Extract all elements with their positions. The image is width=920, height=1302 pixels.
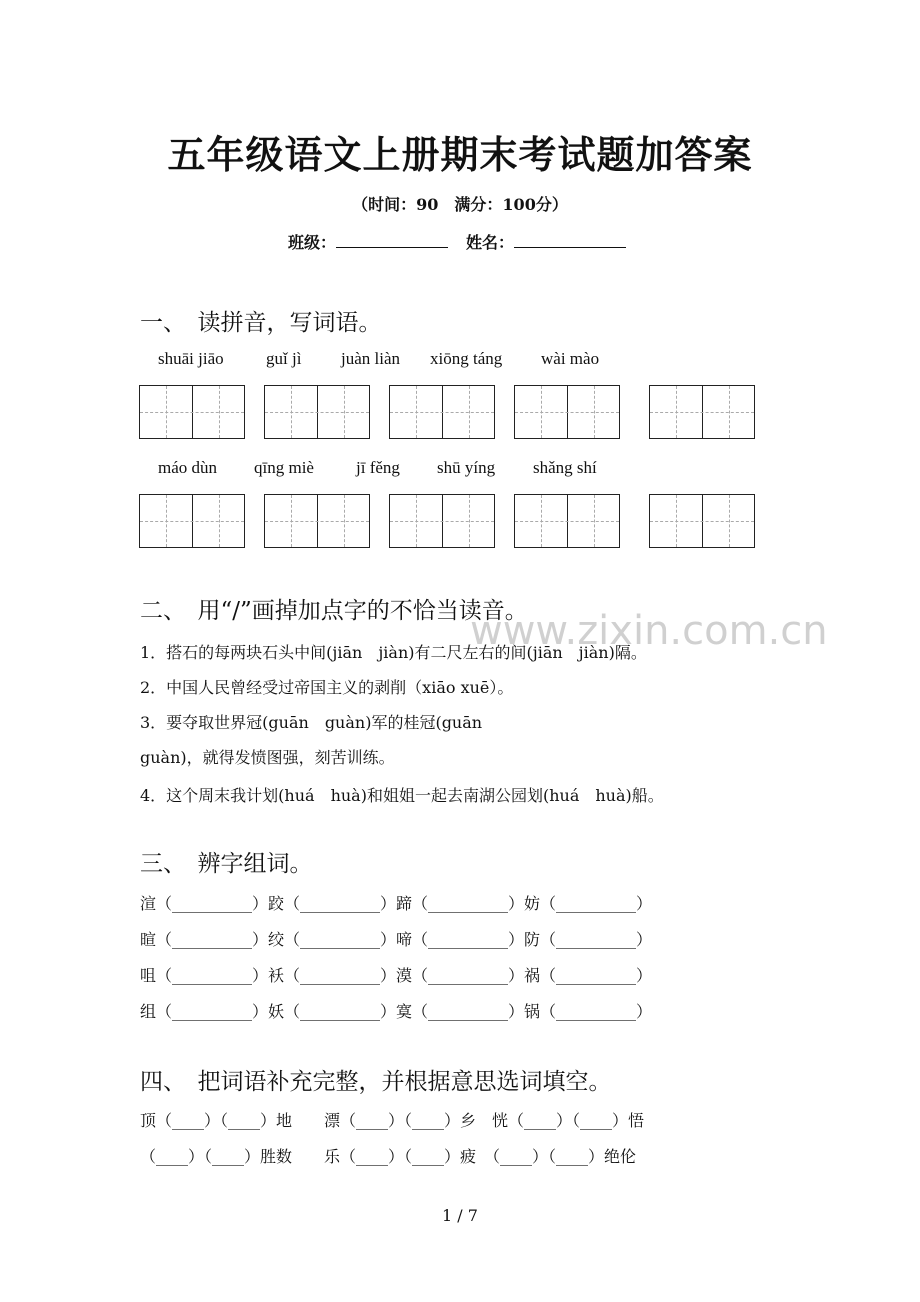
pinyin: qīng miè [254, 458, 314, 477]
pinyin: juàn liàn [341, 349, 401, 368]
writing-grid[interactable] [514, 385, 620, 439]
class-field [288, 230, 448, 253]
section-1-heading: 一、 读拼音，写词语。 [140, 310, 382, 336]
pinyin: xiōng táng [430, 349, 503, 368]
pinyin: máo dùn [158, 458, 218, 477]
question-line: 3．要夺取世界冠(guān guàn)军的桂冠(guān [140, 713, 483, 732]
word-row: 渲（__________）跤（__________）蹄（__________）妨（__________） [140, 894, 653, 913]
exam-info: （时间：90 满分：100分） [352, 195, 568, 214]
writing-grid[interactable] [649, 385, 755, 439]
section-4-heading: 四、 把词语补充完整，并根据意思选词填空。 [140, 1069, 612, 1095]
pinyin: shuāi jiāo [158, 349, 224, 368]
writing-grid[interactable] [514, 494, 620, 548]
section-2-heading: 二、 用“/”画掉加点字的不恰当读音。 [140, 598, 528, 624]
question-line: guàn)，就得发愤图强，刻苦训练。 [140, 748, 395, 767]
class-label: 班级： [288, 233, 337, 252]
pinyin: shū yíng [437, 458, 496, 477]
question-line: 1．搭石的每两块石头中间(jiān jiàn)有二尺左右的间(jiān jiàn)隔。 [140, 643, 647, 662]
question-line: 2．中国人民曾经受过帝国主义的剥削（xiāo xuē）。 [140, 678, 514, 697]
idiom-row: （____）（____）胜数 乐（____）（____）疲 （____）（____）绝伦 [140, 1147, 637, 1166]
section-3-heading: 三、 辨字组词。 [140, 851, 313, 877]
name-label: 姓名： [466, 233, 515, 252]
writing-grid[interactable] [139, 385, 245, 439]
idiom-row: 顶（____）（____）地 漂（____）（____）乡 恍（____）（____）悟 [140, 1111, 645, 1130]
word-row: 暄（__________）绞（__________）啼（__________）防（__________） [140, 930, 653, 949]
pinyin: jī fěng [356, 458, 400, 477]
name-blank[interactable] [514, 233, 626, 248]
page-number: 1 / 7 [442, 1206, 478, 1225]
class-blank[interactable] [336, 233, 448, 248]
writing-grid[interactable] [389, 385, 495, 439]
writing-grid[interactable] [264, 494, 370, 548]
name-field [466, 230, 626, 253]
writing-grid[interactable] [264, 385, 370, 439]
word-row: 组（__________）妖（__________）寞（__________）锅（__________） [140, 1002, 653, 1021]
question-line: 4．这个周末我计划(huá huà)和姐姐一起去南湖公园划(huá huà)船。 [140, 786, 664, 805]
pinyin: shǎng shí [533, 458, 597, 477]
page-title: 五年级语文上册期末考试题加答案 [167, 132, 753, 177]
writing-grid[interactable] [389, 494, 495, 548]
pinyin: guǐ jì [266, 349, 302, 368]
writing-grid[interactable] [139, 494, 245, 548]
word-row: 咀（__________）袄（__________）漠（__________）祸（__________） [140, 966, 653, 985]
pinyin: wài mào [541, 349, 600, 368]
writing-grid[interactable] [649, 494, 755, 548]
watermark: www.zixin.com.cn [470, 608, 828, 654]
